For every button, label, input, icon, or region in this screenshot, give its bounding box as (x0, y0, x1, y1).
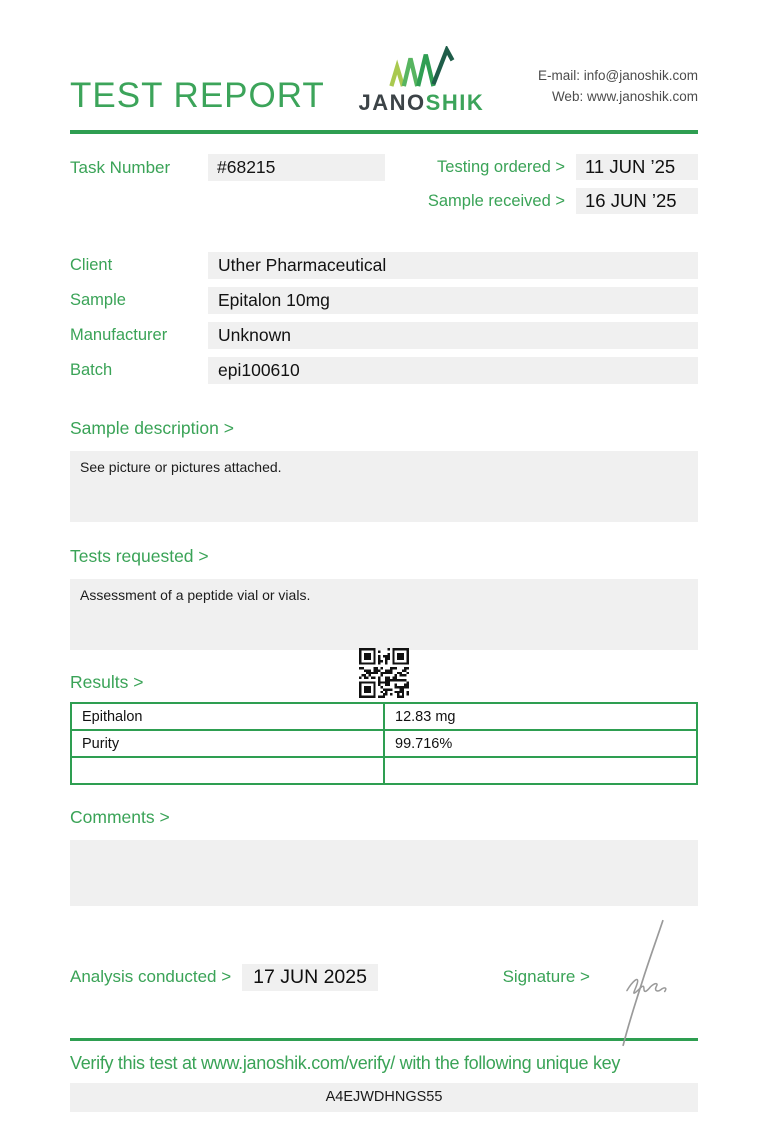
task-number-value: #68215 (208, 154, 385, 181)
logo-jano: JANO (358, 90, 426, 115)
batch-row (70, 357, 698, 384)
client-label: Client (70, 256, 113, 274)
sample-received-row (428, 188, 698, 214)
logo-wordmark (359, 90, 485, 116)
unique-key: A4EJWDHNGS55 (70, 1083, 698, 1112)
result-value: 12.83 mg (384, 703, 697, 730)
comments-box (70, 840, 698, 906)
logo-shik: SHIK (425, 90, 485, 115)
qr-code (359, 648, 409, 698)
testing-ordered-label: Testing ordered > (437, 157, 565, 176)
table-row (71, 730, 697, 757)
batch-label: Batch (70, 361, 113, 379)
contact-email: E-mail: info@janoshik.com (537, 68, 698, 84)
manufacturer-label: Manufacturer (70, 326, 168, 344)
task-and-dates (70, 154, 698, 214)
batch-value: epi100610 (208, 357, 698, 384)
sample-label: Sample (70, 291, 126, 309)
table-row (71, 703, 697, 730)
sample-received-value: 16 JUN ’25 (576, 188, 698, 214)
header-divider (70, 130, 698, 134)
task-number-label: Task Number (70, 157, 171, 177)
contact-web: Web: www.janoshik.com (551, 89, 698, 105)
comments-heading: Comments > (70, 807, 170, 827)
handwritten-signature (610, 914, 676, 1052)
table-row (71, 757, 697, 784)
analysis-conducted-value: 17 JUN 2025 (242, 964, 378, 991)
date-fields (428, 154, 698, 214)
contact-info (538, 66, 698, 116)
client-value: Uther Pharmaceutical (208, 252, 698, 279)
sample-description-box: See picture or pictures attached. (70, 451, 698, 522)
tests-requested-box: Assessment of a peptide vial or vials. (70, 579, 698, 650)
signature-label: Signature > (502, 967, 590, 986)
verify-instruction: Verify this test at www.janoshik.com/verify/ with the following unique key (70, 1053, 621, 1073)
sample-row (70, 287, 698, 314)
report-header (70, 0, 698, 116)
sample-value: Epitalon 10mg (208, 287, 698, 314)
testing-ordered-value: 11 JUN ’25 (576, 154, 698, 180)
result-name (71, 757, 384, 784)
results-heading: Results > (70, 672, 144, 692)
growth-bar-chart-icon (382, 46, 460, 88)
sample-info-block (70, 252, 698, 384)
results-header (70, 650, 698, 700)
task-number-row (70, 154, 385, 181)
janoshik-logo (359, 46, 485, 116)
sample-received-label: Sample received > (427, 191, 565, 210)
results-table (70, 702, 698, 785)
result-name: Epithalon (71, 703, 384, 730)
footer-divider (70, 1038, 698, 1041)
manufacturer-value: Unknown (208, 322, 698, 349)
client-row (70, 252, 698, 279)
result-value (384, 757, 697, 784)
manufacturer-row (70, 322, 698, 349)
analysis-conducted-label: Analysis conducted > (70, 967, 232, 986)
testing-ordered-row (428, 154, 698, 180)
sample-description-heading: Sample description > (70, 418, 234, 438)
result-value: 99.716% (384, 730, 697, 757)
page-title: TEST REPORT (70, 76, 325, 115)
analysis-signature-row (70, 962, 698, 992)
result-name: Purity (71, 730, 384, 757)
tests-requested-heading: Tests requested > (70, 546, 209, 566)
